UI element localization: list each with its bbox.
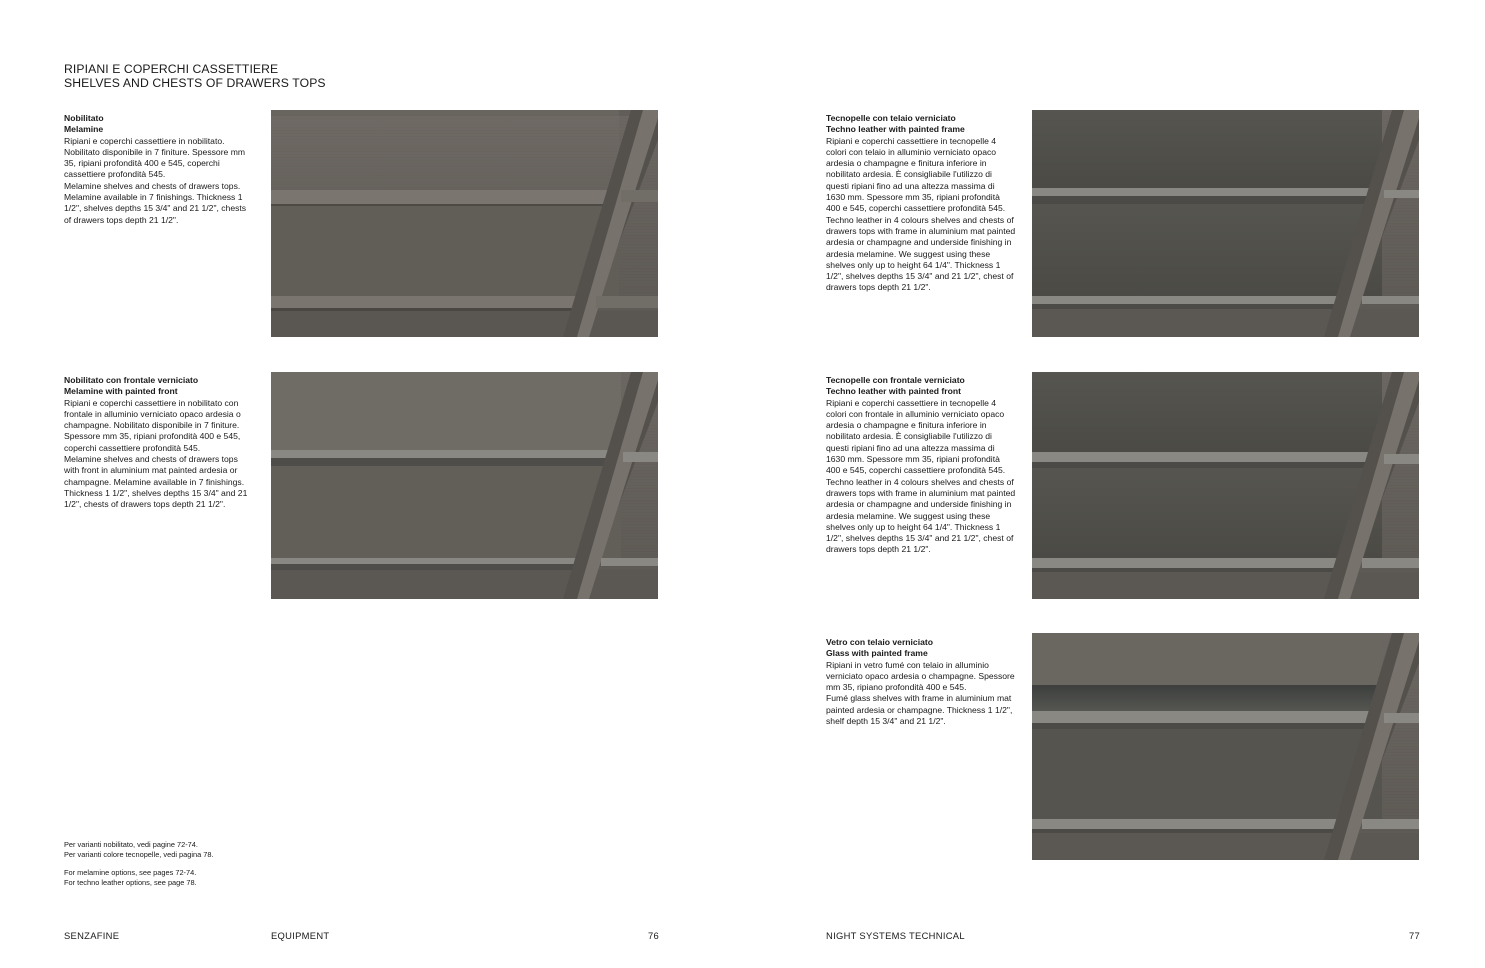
item-melamine-painted-front-description: [64, 375, 254, 511]
footer-brand: SENZAFINE: [64, 930, 120, 941]
melamine-shelf-photo: [271, 110, 658, 337]
item-techno-leather-frame-description: [826, 113, 1016, 294]
item-text-italian: Ripiani e coperchi cassettiere in nobilitato con frontale in alluminio verniciato opaco ardesia o champagne. Nobilitato disponibile in 7 finiture. Spessore mm 35, ripiani profondità 400 e 545, coperchi cassettiere profondità 545.: [64, 397, 241, 453]
page-title-italian: RIPIANI E COPERCHI CASSETTIERE: [64, 62, 279, 76]
item-title-english: Techno leather with painted front: [826, 386, 961, 397]
option-notes: [64, 840, 214, 887]
techno-leather-frame-shelf-photo: [1032, 110, 1419, 337]
item-title-italian: Nobilitato: [64, 113, 104, 123]
page-title: [64, 62, 326, 90]
item-text-english: Melamine shelves and chests of drawers tops with front in aluminium mat painted ardesia or champagne. Melamine available in 7 finishings. Thickness 1 1/2", shelves depths 15 3/4" and 21 1/2", chests of drawers tops depth 21 1/2".: [64, 454, 248, 510]
note-leather-english: For techno leather options, see page 78.: [64, 877, 197, 887]
note-melamine-italian: Per varianti nobilitato, vedi pagine 72-74.: [64, 840, 198, 849]
item-text-italian: Ripiani e coperchi cassettiere in nobilitato. Nobilitato disponibile in 7 finiture. Spessore mm 35, ripiani profondità 400 e 545, coperchi cassettiere profondità 545.: [64, 135, 246, 180]
footer-right-section: NIGHT SYSTEMS TECHNICAL: [826, 930, 965, 941]
item-text-english: Melamine shelves and chests of drawers tops. Melamine available in 7 finishings. Thickness 1 1/2", shelves depths 15 3/4" and 21 1/2", chests of drawers tops depth 21 1/2".: [64, 180, 247, 225]
item-glass-frame-description: [826, 637, 1016, 727]
item-text-english: Techno leather in 4 colours shelves and chests of drawers tops with frame in aluminium mat painted ardesia or champagne and underside finishing in ardesia melamine. We suggest using these shelves only up to height 64 1/4". Thickness 1 1/2", shelves depths 15 3/4" and 21 1/2", chest of drawers tops depth 21 1/2".: [826, 476, 1016, 555]
note-melamine-english: For melamine options, see pages 72-74.: [64, 868, 197, 878]
item-title-english: Glass with painted frame: [826, 648, 928, 659]
item-text-italian: Ripiani e coperchi cassettiere in tecnopelle 4 colori con frontale in alluminio verniciato opaco ardesia o champagne e finitura inferiore in nobilitato ardesia. È consigliabile l'utilizzo di questi ripiani fino ad una altezza massima di 1630 mm. Spessore mm 35, ripiani profondità 400 e 545, coperchi cassettiere profondità 545.: [826, 397, 1006, 476]
item-melamine-description: [64, 113, 254, 226]
item-title-italian: Tecnopelle con telaio verniciato: [826, 113, 956, 123]
item-text-english: Fumé glass shelves with frame in aluminium mat painted ardesia or champagne. Thickness 1 1/2", shelf depth 15 3/4" and 21 1/2".: [826, 693, 1013, 727]
item-text-italian: Ripiani e coperchi cassettiere in tecnopelle 4 colori con telaio in alluminio verniciato opaco ardesia o champagne e finitura inferiore in nobilitato ardesia. È consigliabile l'utilizzo di questi ripiani fino ad una altezza massima di 1630 mm. Spessore mm 35, ripiani profondità 400 e 545, coperchi cassettiere profondità 545.: [826, 135, 1006, 214]
note-leather-italian: Per varianti colore tecnopelle, vedi pagina 78.: [64, 849, 214, 859]
footer-right-page-number: 77: [1409, 930, 1421, 941]
item-text-english: Techno leather in 4 colours shelves and chests of drawers tops with frame in aluminium mat painted ardesia or champagne and underside finishing in ardesia melamine. We suggest using these shelves only up to height 64 1/4". Thickness 1 1/2", shelves depths 15 3/4" and 21 1/2", chest of drawers tops depth 21 1/2".: [826, 214, 1016, 293]
item-title-english: Melamine: [64, 124, 104, 135]
item-title-italian: Tecnopelle con frontale verniciato: [826, 375, 965, 385]
item-title-italian: Nobilitato con frontale verniciato: [64, 375, 199, 385]
item-text-italian: Ripiani in vetro fumé con telaio in alluminio verniciato opaco ardesia o champagne. Spessore mm 35, ripiano profondità 400 e 545.: [826, 659, 1015, 693]
item-title-english: Techno leather with painted frame: [826, 124, 965, 135]
techno-leather-front-shelf-photo: [1032, 372, 1419, 599]
item-title-italian: Vetro con telaio verniciato: [826, 637, 933, 647]
item-techno-leather-front-description: [826, 375, 1016, 556]
footer-left-page-number: 76: [648, 930, 660, 941]
item-title-english: Melamine with painted front: [64, 386, 178, 397]
melamine-painted-front-shelf-photo: [271, 372, 658, 599]
glass-frame-shelf-photo: [1032, 633, 1419, 860]
page-title-english: SHELVES AND CHESTS OF DRAWERS TOPS: [64, 76, 326, 90]
footer-left-section: EQUIPMENT: [271, 930, 330, 941]
